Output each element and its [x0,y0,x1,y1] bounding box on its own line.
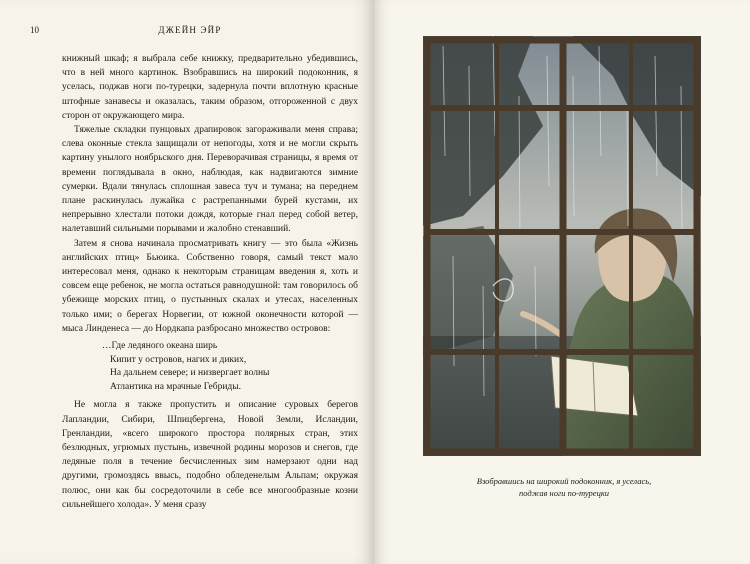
verse-line: Кипит у островов, нагих и диких, [110,354,247,365]
verse-line: На дальнем севере; и низвергает волны [110,368,270,379]
verse-line: …Где ледяного океана ширь [102,341,218,352]
paragraph: книжный шкаф; я выбрала себе книжку, предварительно убедившись, что в ней много картинок. Взобравшись на широкий подоконник, я уселась, поджав ноги по-турецки, задернула почти вплотную красные штофные занавесы и оказалась, таким образом, отгороженной с двух сторон от окружающего мира. [62,54,358,121]
caption-line: поджав ноги по-турецки [518,487,610,498]
running-head [30,25,350,37]
paragraph: Затем я снова начинала просматривать книгу — это была «Жизнь английских птиц» Бьюика. Собственно говоря, самый текст мало интересовал меня, однако к некоторым страницам введения я, хоть и совсем еще ребенок, не могла остаться равнодушной: там говорилось об убежище морских птиц, о пустынных скалах и утесах, населенных только ими; о берегах Норвегии, от южной оконечности которой — мыса Линденеса — до Нордкапа разбросано множество островов: [62,238,358,334]
paragraph: Тяжелые складки пунцовых драпировок загораживали меня справа; слева оконные стекла защищали от непогоды, хотя и не могли скрыть картину унылого ноябрьского дня. Переворачивая страницы, я время от времени поглядывала в окно, наблюдая, как надвигаются зимние сумерки. Вдали тянулась сплошная завеса туч и тумана; на переднем плане раскинулась лужайка с растрепанными бурей кустами, их непрерывно хлестали потоки дождя, которые гнал перед собой ветер, налетавший сильными порывами и жалобно стенавший. [62,125,358,235]
verse-line: Атлантика на мрачные Гебриды. [110,381,241,392]
illustration-girl-at-window [423,36,701,456]
paragraph: Не могла я также пропустить и описание суровых берегов Лапландии, Сибири, Шпицбергена, Новой Земли, Исландии, Гренландии, «всего широкого простора полярных стран, этих безлюдных, угрюмых пустынь, извечной родины морозов и снегов, где ледяные поля в течение бесчисленных зим намерзают одни над другими, громоздясь ввысь, подобно обледенелым Альпам; окружая полюс, они как бы сосредоточили в себе все многообразные козни сильнейшего холода». У меня сразу [62,400,358,510]
page-number: 10 [30,25,39,35]
illustration-caption [433,476,695,499]
running-title: ДЖЕЙН ЭЙР [158,25,222,35]
right-page [375,0,750,564]
caption-line: Взобравшись на широкий подоконник, я уселась, [476,476,652,486]
verse-quote [102,340,358,394]
body-text [62,52,358,512]
left-page [0,0,374,564]
